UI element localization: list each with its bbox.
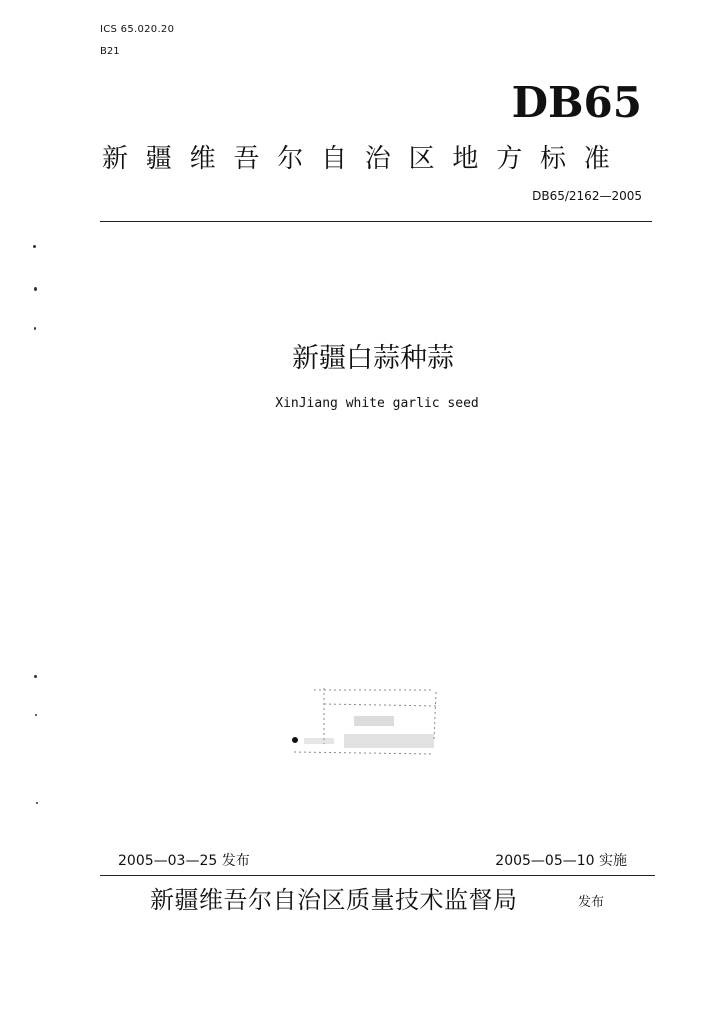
document-title-chinese: 新疆白蒜种蒜 xyxy=(292,343,454,374)
publish-label: 发布 xyxy=(578,895,605,910)
standard-number: DB65/2162—2005 xyxy=(532,189,642,203)
document-title-english: XinJiang white garlic seed xyxy=(275,396,479,411)
standard-code: DB65 xyxy=(511,78,642,127)
footer-divider xyxy=(100,875,655,876)
standard-type-title: 新疆维吾尔自治区地方标准 xyxy=(102,144,628,174)
implementation-date: 2005—05—10 实施 xyxy=(495,853,627,869)
classification-code: B21 xyxy=(100,46,120,57)
scan-speck xyxy=(34,327,36,330)
ics-code: ICS 65.020.20 xyxy=(100,24,175,35)
header-divider xyxy=(100,221,652,222)
scan-speck xyxy=(35,714,37,716)
scan-speck xyxy=(34,675,37,678)
faded-stamp-image xyxy=(284,682,446,758)
issue-date: 2005—03—25 发布 xyxy=(118,853,250,869)
publisher-name: 新疆维吾尔自治区质量技术监督局 xyxy=(150,886,518,914)
scan-speck xyxy=(34,287,37,291)
scan-speck xyxy=(33,245,36,248)
scan-speck xyxy=(36,802,38,804)
